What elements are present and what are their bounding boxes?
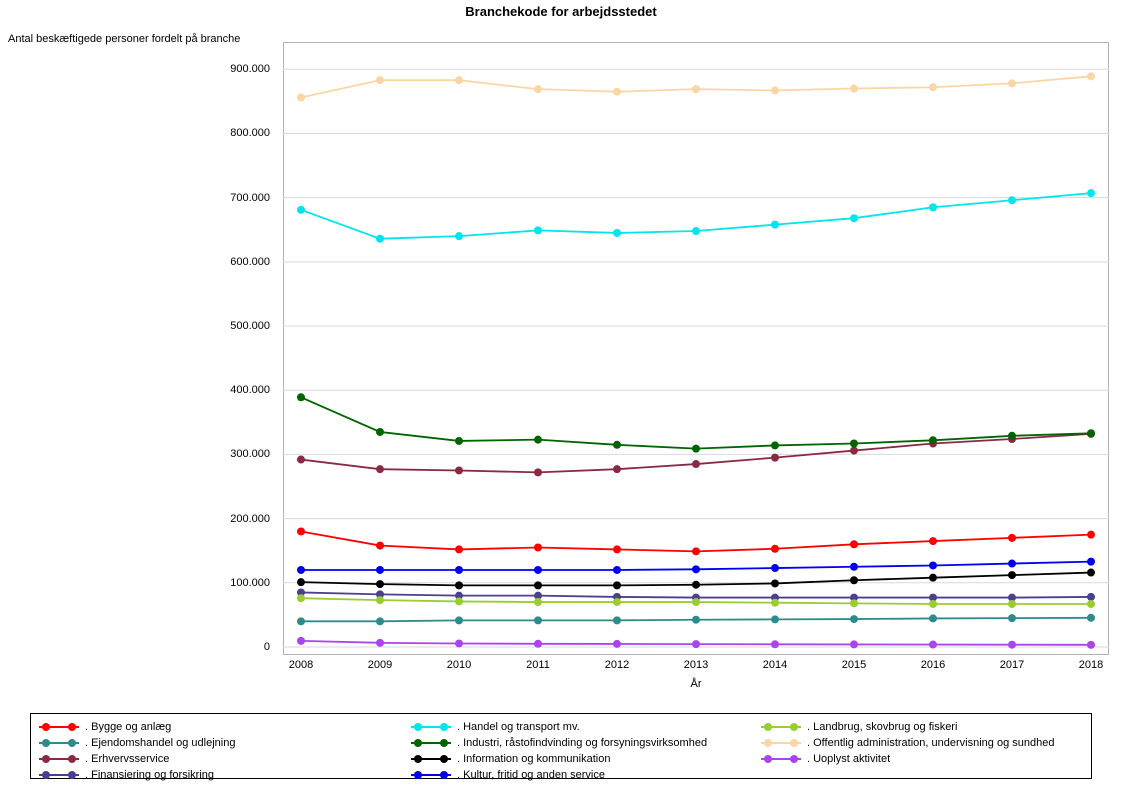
y-tick-label: 300.000 — [230, 448, 270, 461]
legend-item-label: . Finansiering og forsikring — [85, 769, 215, 781]
legend-item[interactable] — [409, 767, 759, 783]
x-tick-label: 2018 — [1078, 659, 1104, 671]
x-tick-label: 2014 — [762, 659, 788, 671]
legend-swatch-icon — [37, 721, 81, 733]
legend-swatch-icon — [37, 737, 81, 749]
legend-item[interactable] — [409, 751, 759, 767]
legend-item[interactable] — [37, 735, 409, 751]
legend-item[interactable] — [759, 751, 1089, 767]
legend-swatch-icon — [409, 737, 453, 749]
legend-swatch-icon — [409, 753, 453, 765]
y-tick-label: 200.000 — [230, 512, 270, 525]
legend-item[interactable] — [409, 735, 759, 751]
y-tick-label: 900.000 — [230, 63, 270, 76]
series-9 — [297, 72, 1095, 101]
x-tick-label: 2017 — [999, 659, 1025, 671]
y-tick-label: 400.000 — [230, 384, 270, 397]
legend-item-label: . Handel og transport mv. — [457, 721, 580, 733]
y-tick-label: 100.000 — [230, 576, 270, 589]
legend-item-label: . Bygge og anlæg — [85, 721, 172, 733]
plot-area — [283, 42, 1109, 655]
legend-swatch-icon — [409, 769, 453, 781]
legend-item[interactable] — [759, 719, 1089, 735]
x-tick-label: 2016 — [920, 659, 946, 671]
y-tick-label: 500.000 — [230, 320, 270, 333]
legend-item[interactable] — [37, 751, 409, 767]
y-tick-label: 0 — [263, 641, 270, 653]
legend — [30, 713, 1092, 779]
legend-item-label: . Industri, råstofindvinding og forsyningsvirksomhed — [457, 737, 708, 749]
x-tick-label: 2011 — [526, 659, 550, 671]
series-0 — [297, 527, 1095, 555]
legend-item-label: . Uoplyst aktivitet — [807, 753, 891, 765]
x-tick-label: 2010 — [446, 659, 472, 671]
y-axis-ticks — [0, 42, 277, 655]
legend-swatch-icon — [37, 769, 81, 781]
legend-swatch-icon — [409, 721, 453, 733]
legend-swatch-icon — [759, 753, 803, 765]
legend-swatch-icon — [37, 753, 81, 765]
y-tick-label: 700.000 — [230, 191, 270, 204]
legend-grid — [31, 714, 1091, 783]
legend-item[interactable] — [409, 719, 759, 735]
legend-item[interactable] — [37, 767, 409, 783]
series-1 — [297, 614, 1095, 626]
legend-item-label: . Landbrug, skovbrug og fiskeri — [807, 721, 958, 733]
legend-item[interactable] — [37, 719, 409, 735]
y-tick-label: 800.000 — [230, 127, 270, 140]
x-tick-label: 2015 — [841, 659, 867, 671]
series-5 — [297, 393, 1095, 452]
x-tick-label: 2008 — [288, 659, 314, 671]
legend-swatch-icon — [759, 737, 803, 749]
legend-empty — [759, 767, 1089, 783]
x-tick-label: 2012 — [604, 659, 630, 671]
legend-item-label: . Information og kommunikation — [457, 753, 611, 765]
legend-item-label: . Erhvervsservice — [85, 753, 170, 765]
x-axis-label: År — [690, 678, 702, 690]
x-tick-label: 2013 — [683, 659, 709, 671]
page-title: Branchekode for arbejdsstedet — [465, 4, 657, 19]
legend-item-label: . Kultur, fritid og anden service — [457, 769, 605, 781]
x-tick-label: 2009 — [367, 659, 393, 671]
y-tick-label: 600.000 — [230, 255, 270, 268]
legend-item-label: . Ejendomshandel og udlejning — [85, 737, 236, 749]
y-axis-label: Antal beskæftigede personer fordelt på branche — [8, 33, 241, 45]
legend-item-label: . Offentlig administration, undervisning og sundhed — [807, 737, 1055, 749]
x-axis-ticks — [283, 659, 1109, 675]
series-canvas — [283, 42, 1109, 655]
legend-item[interactable] — [759, 735, 1089, 751]
legend-swatch-icon — [759, 721, 803, 733]
series-7 — [297, 558, 1095, 574]
